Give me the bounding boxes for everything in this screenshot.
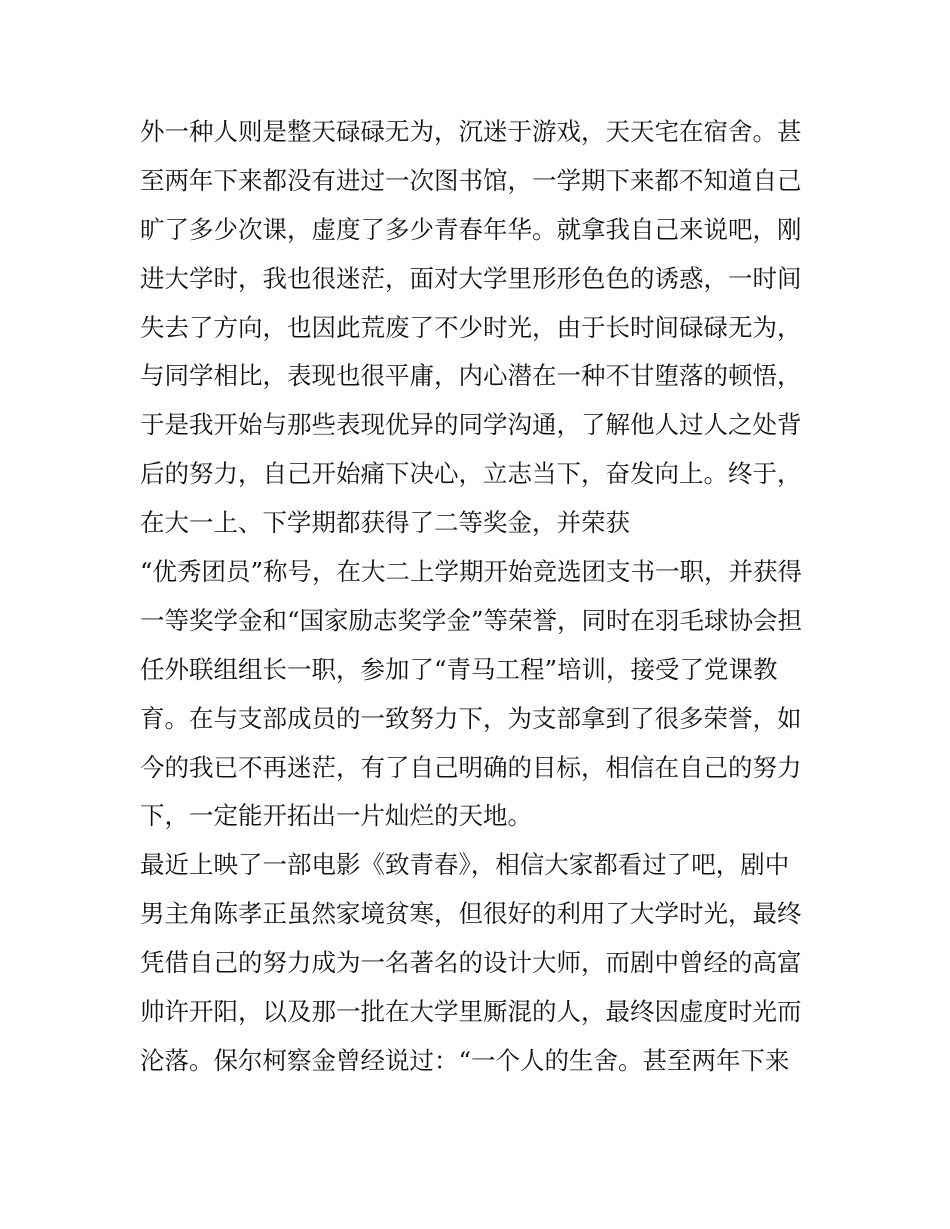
- text-line: 旷了多少次课，虚度了多少青春年华。就拿我自己来说吧，刚: [140, 214, 802, 244]
- text-line: 今的我已不再迷茫，有了自己明确的目标，相信在自己的努力: [140, 752, 802, 782]
- text-line: 至两年下来都没有进过一次图书馆，一学期下来都不知道自己: [140, 165, 802, 195]
- body-text: [140, 108, 830, 1086]
- text-line: “优秀团员”称号，在大二上学期开始竞选团支书一职，并获得: [140, 557, 803, 587]
- text-line: 任外联组组长一职，参加了“青马工程”培训，接受了党课教: [140, 654, 778, 684]
- text-line: 在大一上、下学期都获得了二等奖金，并荣获: [140, 508, 630, 538]
- text-line: 最近上映了一部电影《致青春》，相信大家都看过了吧，剧中: [140, 850, 790, 880]
- text-line: 于是我开始与那些表现优异的同学沟通，了解他人过人之处背: [140, 410, 802, 440]
- text-line: 与同学相比，表现也很平庸，内心潜在一种不甘堕落的顿悟，: [140, 361, 802, 391]
- text-line: 男主角陈孝正虽然家境贫寒，但很好的利用了大学时光，最终: [140, 899, 802, 929]
- text-line: 一等奖学金和“国家励志奖学金”等荣誉，同时在羽毛球协会担: [140, 605, 803, 635]
- text-line: 失去了方向，也因此荒废了不少时光，由于长时间碌碌无为，: [140, 312, 802, 342]
- text-line: 外一种人则是整天碌碌无为，沉迷于游戏，天天宅在宿舍。甚: [140, 117, 802, 146]
- text-line: 下，一定能开拓出一片灿烂的天地。: [140, 801, 532, 831]
- text-line: 帅许开阳，以及那一批在大学里厮混的人，最终因虚度时光而: [140, 997, 802, 1027]
- text-line: 凭借自己的努力成为一名著名的设计大师，而剧中曾经的高富: [140, 948, 802, 978]
- text-line: 后的努力，自己开始痛下决心，立志当下，奋发向上。终于，: [140, 459, 802, 489]
- text-line: 进大学时，我也很迷茫，面对大学里形形色色的诱惑，一时间: [140, 263, 802, 293]
- text-line: 育。在与支部成员的一致努力下，为支部拿到了很多荣誉，如: [140, 703, 802, 733]
- text-line: 沦落。保尔柯察金曾经说过：“一个人的生舍。甚至两年下来: [140, 1045, 790, 1075]
